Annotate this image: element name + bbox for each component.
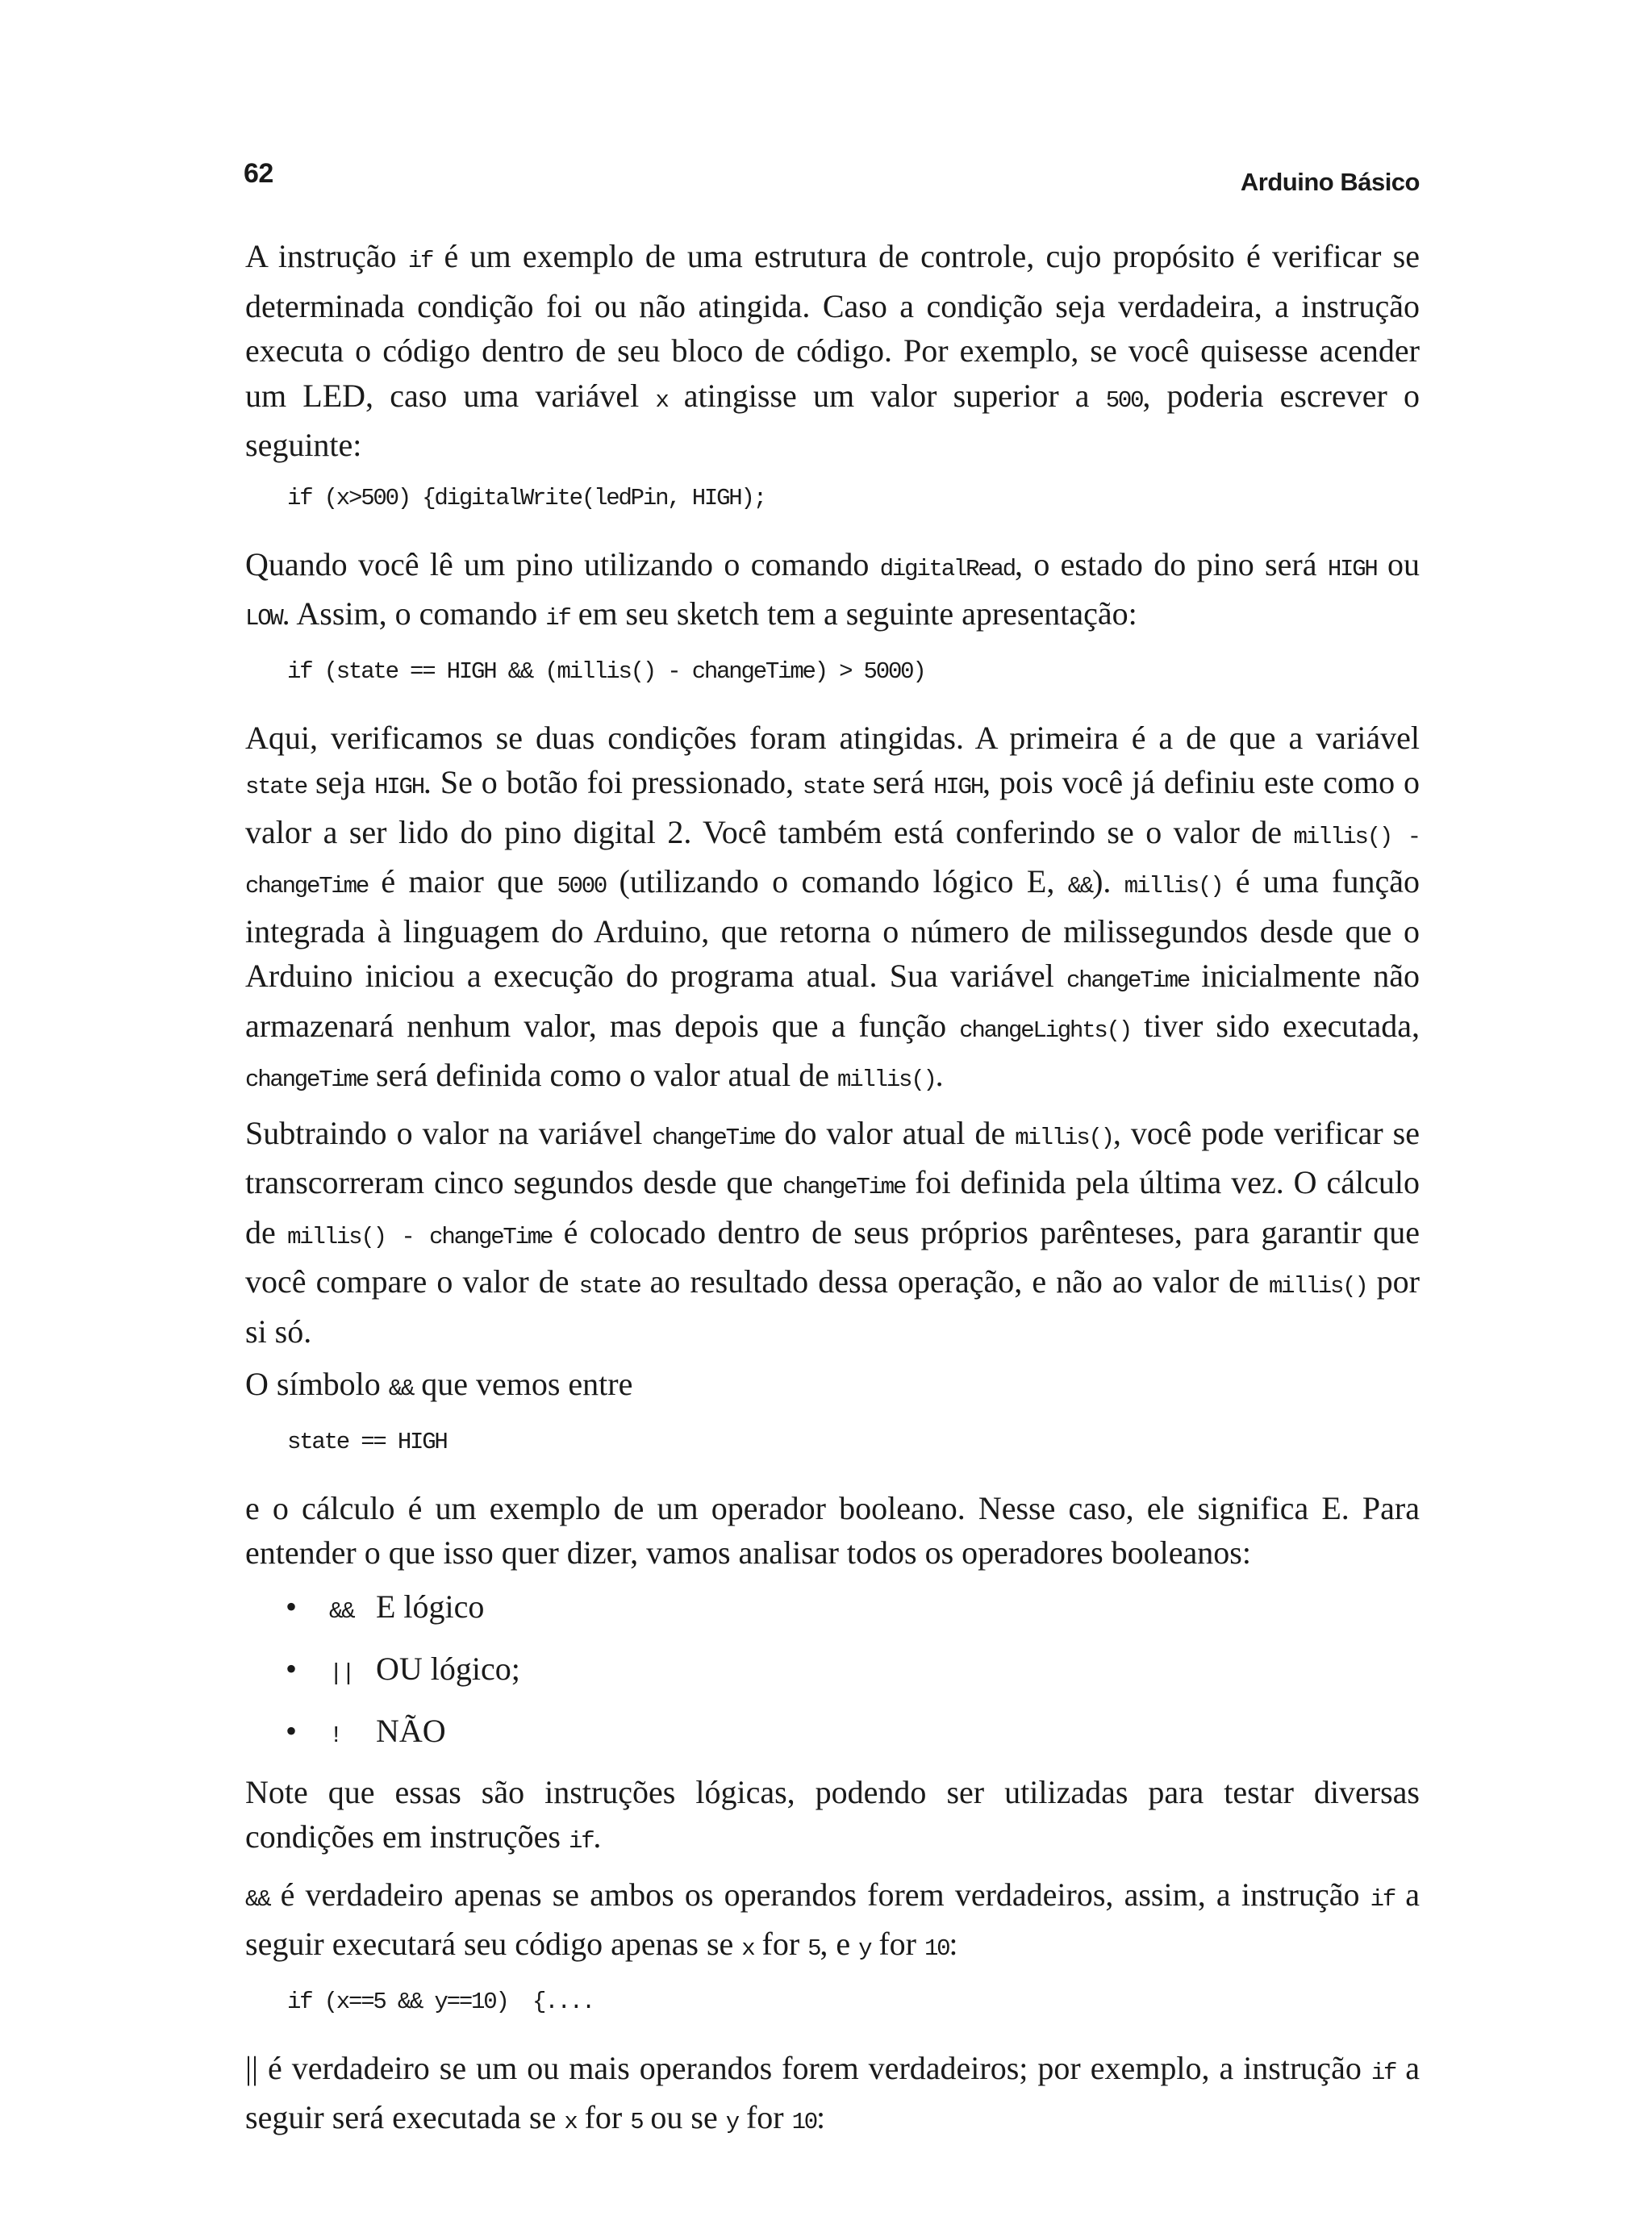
inline-code: 10 [924, 1935, 949, 1962]
operator-symbol: ! [329, 1722, 342, 1749]
inline-code: 5 [807, 1935, 820, 1962]
inline-code: digitalRead [879, 555, 1015, 582]
text-run: seja [307, 764, 375, 800]
inline-code: state [578, 1273, 640, 1300]
code-block: if (x>500) {digitalWrite(ledPin, HIGH); [287, 484, 766, 511]
text-run: será [863, 764, 934, 800]
inline-code: millis() - changeTime [287, 1223, 553, 1250]
text-run: atingisse um valor superior a [667, 377, 1106, 414]
text-run: a seguir será executada se [245, 2049, 1420, 2135]
text-run: e o cálculo é um exemplo de um operador booleano. Nesse caso, ele significa E. Para entender o que isso quer dizer, vamos analisar todos os operadores booleanos: [245, 1489, 1420, 1571]
text-run: , e [820, 1926, 859, 1962]
paragraph [245, 1111, 1420, 1354]
page-number: 62 [244, 158, 273, 189]
text-run: , poderia escrever o seguinte: [245, 377, 1420, 463]
code-block: if (state == HIGH && (millis() - changeTime) > 5000) [287, 657, 925, 685]
text-run: for [753, 1926, 808, 1962]
text-run: , pois você já definiu este como o valor a ser lido do pino digital 2. Você também está conferindo se o valor de [245, 764, 1420, 850]
text-run: . [593, 1818, 602, 1855]
text-run: tiver sido executada, [1131, 1007, 1420, 1044]
inline-code: millis() [1124, 873, 1223, 899]
bullet-icon: • [286, 1650, 298, 1687]
code-block: if (x==5 && y==10) {.... [287, 1988, 594, 2015]
text-run: (utilizando o comando lógico E, [606, 863, 1068, 899]
inline-code: 10 [791, 2109, 816, 2135]
text-run: por si só. [245, 1263, 1420, 1350]
inline-code: && [1067, 873, 1093, 899]
inline-code: millis() [1015, 1124, 1113, 1151]
bullet-icon: • [286, 1588, 298, 1625]
text-run: em seu sketch tem a seguinte apresentação: [569, 595, 1137, 632]
text-run: for [737, 2099, 792, 2135]
inline-code: changeTime [245, 1066, 369, 1093]
text-run: é maior que [368, 863, 557, 899]
operator-label: NÃO [376, 1712, 446, 1749]
inline-code: LOW [245, 605, 282, 632]
text-run: . Assim, o comando [282, 595, 546, 632]
inline-code: 500 [1105, 386, 1143, 414]
inline-code: changeLights() [959, 1016, 1132, 1044]
operator-symbol: || [329, 1659, 354, 1687]
inline-code: changeTime [652, 1124, 775, 1151]
inline-code: x [655, 386, 668, 414]
text-run: . Se o botão foi pressionado, [423, 764, 803, 800]
text-run: A instrução [245, 238, 408, 274]
text-run: . [935, 1057, 944, 1093]
text-run: é colocado dentro de seus próprios parênteses, para garantir que você compare o valor de [245, 1213, 1420, 1300]
paragraph [245, 542, 1420, 641]
page-body [245, 234, 1420, 2153]
text-run: ou se [642, 2099, 726, 2135]
inline-code: if [1370, 1885, 1395, 1913]
paragraph [245, 1486, 1420, 1576]
inline-code: changeTime [1066, 967, 1190, 994]
inline-code: if [407, 248, 433, 274]
inline-code: state [245, 774, 307, 800]
paragraph [245, 2046, 1420, 2145]
inline-code: state [802, 774, 864, 800]
inline-code: millis() [837, 1066, 936, 1093]
paragraph [245, 234, 1420, 468]
inline-code: HIGH [933, 774, 983, 800]
text-run: do valor atual de [774, 1114, 1016, 1151]
inline-code: millis() [1268, 1273, 1367, 1300]
text-run: inicialmente não armazenará nenhum valor, mas depois que a função [245, 958, 1420, 1044]
inline-code: && [245, 1885, 270, 1913]
text-run: O símbolo [245, 1366, 389, 1402]
paragraph [245, 716, 1420, 1103]
text-run: for [576, 2099, 631, 2135]
inline-code: 5 [630, 2109, 643, 2135]
list-item [286, 1708, 1420, 1759]
text-run: for [870, 1926, 924, 1962]
inline-code: x [741, 1935, 754, 1962]
inline-code: if [1370, 2059, 1396, 2086]
text-run: ao resultado dessa operação, e não ao valor de [640, 1263, 1269, 1300]
inline-code: && [388, 1375, 414, 1402]
text-run: foi definida pela última vez. O cálculo de [245, 1164, 1420, 1250]
running-header-title: Arduino Básico [1240, 168, 1420, 196]
paragraph [245, 1770, 1420, 1864]
paragraph [245, 1362, 1420, 1412]
inline-code: if [545, 605, 570, 632]
text-run: || é verdadeiro se um ou mais operandos forem verdadeiros; por exemplo, a instrução [245, 2049, 1371, 2086]
text-run: a seguir executará seu código apenas se [245, 1876, 1420, 1962]
inline-code: x [564, 2109, 577, 2135]
inline-code: y [725, 2109, 738, 2135]
text-run: , você pode verificar se transcorreram cinco segundos desde que [245, 1114, 1420, 1200]
text-run: Note que essas são instruções lógicas, podendo ser utilizadas para testar diversas condições em instruções [245, 1773, 1420, 1855]
list-item [286, 1584, 1420, 1634]
operator-label: E lógico [376, 1588, 485, 1625]
text-run: : [816, 2099, 826, 2135]
inline-code: 5000 [557, 873, 607, 899]
text-run: é verdadeiro apenas se ambos os operandos forem verdadeiros, assim, a instrução [269, 1876, 1370, 1913]
code-block: state == HIGH [287, 1428, 447, 1455]
inline-code: millis() - changeTime [245, 823, 1420, 899]
text-run: , o estado do pino será [1014, 545, 1328, 582]
operator-label: OU lógico; [376, 1650, 520, 1687]
inline-code: HIGH [374, 774, 423, 800]
paragraph [245, 1872, 1420, 1972]
inline-code: changeTime [782, 1174, 906, 1200]
text-run: Aqui, verificamos se duas condições foram atingidas. A primeira é a de que a variável [245, 719, 1420, 756]
text-run: ). [1092, 863, 1124, 899]
text-run: é uma função integrada à linguagem do Arduino, que retorna o número de milissegundos desde que o Arduino iniciou a execução do programa atual. Sua variável [245, 863, 1420, 994]
inline-code: HIGH [1327, 555, 1377, 582]
text-run: Subtraindo o valor na variável [245, 1114, 653, 1151]
bullet-icon: • [286, 1712, 298, 1749]
text-run: será definida como o valor atual de [368, 1057, 838, 1093]
text-run: ou [1376, 545, 1420, 582]
list-item [286, 1646, 1420, 1697]
text-run: que vemos entre [413, 1366, 633, 1402]
inline-code: if [569, 1828, 594, 1855]
text-run: é um exemplo de uma estrutura de controle, cujo propósito é verificar se determinada condição foi ou não atingida. Caso a condição seja verdadeira, a instrução executa o código dentro de seu bloco de código. Por exemplo, se você quisesse acender um LED, caso uma variável [245, 238, 1420, 414]
operator-symbol: && [329, 1597, 354, 1625]
text-run: Quando você lê um pino utilizando o comando [245, 545, 880, 582]
text-run: : [949, 1926, 958, 1962]
inline-code: y [858, 1935, 871, 1962]
